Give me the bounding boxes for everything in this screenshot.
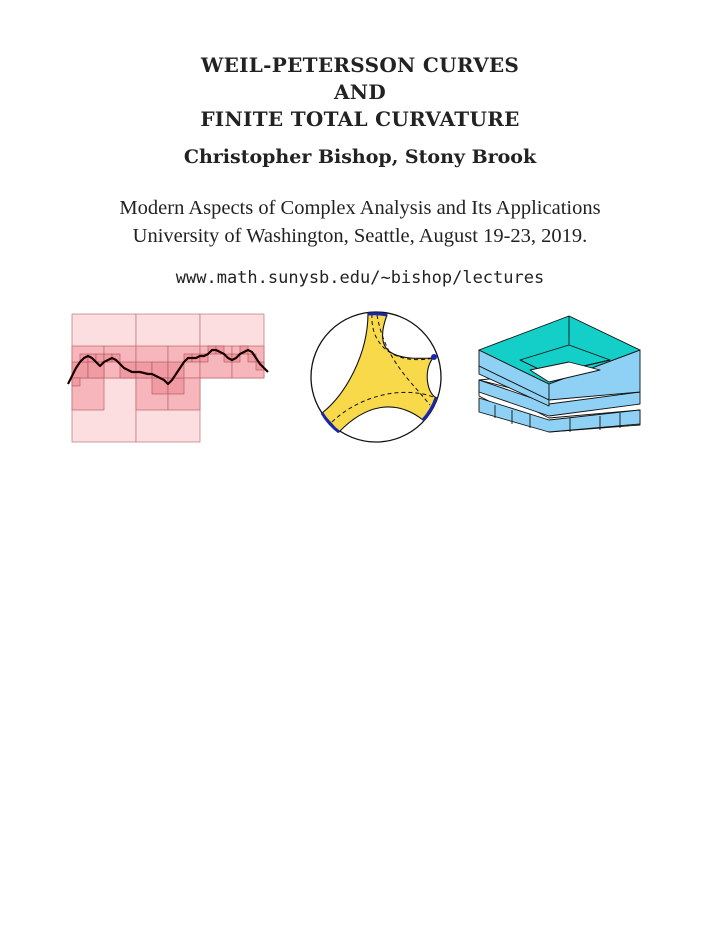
venue-line-1: Modern Aspects of Complex Analysis and Its Applications: [119, 197, 601, 219]
title-line-2: AND: [333, 80, 387, 104]
title-line-3: FINITE TOTAL CURVATURE: [200, 107, 520, 131]
title-line-1: WEIL-PETERSSON CURVES: [200, 53, 520, 77]
venue-line-2: University of Washington, Seattle, August 19-23, 2019.: [132, 225, 588, 247]
author: Christopher Bishop, Stony Brook: [183, 146, 537, 168]
url: www.math.sunysb.edu/~bishop/lectures: [175, 268, 545, 288]
